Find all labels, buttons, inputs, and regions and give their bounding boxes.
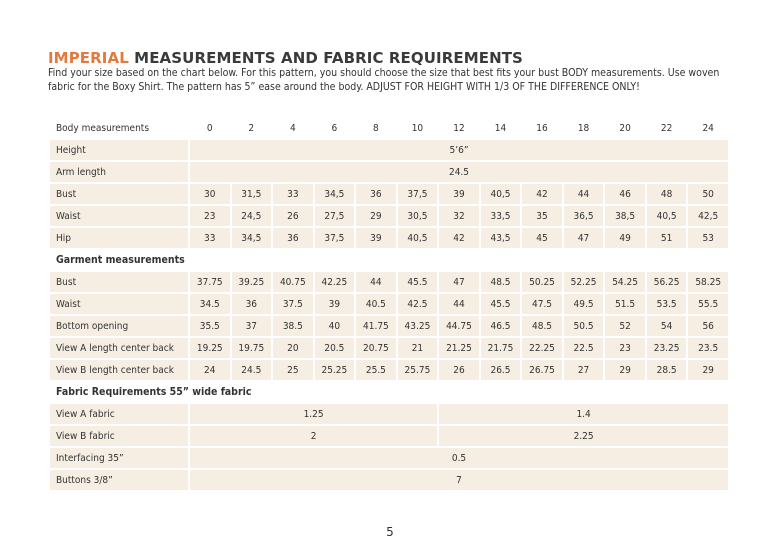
table-cell: 44.75 bbox=[439, 316, 479, 336]
row-label: View B fabric bbox=[50, 426, 188, 446]
table-cell: 24 bbox=[190, 360, 230, 380]
arm-length-value: 24.5 bbox=[190, 162, 728, 182]
fabric-large-sizes: 1.4 bbox=[439, 404, 728, 424]
garment-row bbox=[50, 338, 728, 358]
table-cell: 20 bbox=[273, 338, 313, 358]
table-cell: 24.5 bbox=[232, 360, 272, 380]
table-cell: 49.5 bbox=[564, 294, 604, 314]
row-label: Height bbox=[50, 140, 188, 160]
title-rest: MEASUREMENTS AND FABRIC REQUIREMENTS bbox=[128, 49, 523, 67]
table-cell: 29 bbox=[356, 206, 396, 226]
arm-length-row bbox=[50, 162, 728, 182]
row-label: View A length center back bbox=[50, 338, 188, 358]
table-cell: 20.75 bbox=[356, 338, 396, 358]
header-row bbox=[50, 118, 728, 138]
table-cell: 22.25 bbox=[522, 338, 562, 358]
table-cell: 27,5 bbox=[315, 206, 355, 226]
table-cell: 37,5 bbox=[315, 228, 355, 248]
table-cell: 48 bbox=[647, 184, 687, 204]
table-cell: 49 bbox=[605, 228, 645, 248]
table-cell: 23 bbox=[190, 206, 230, 226]
table-cell: 54 bbox=[647, 316, 687, 336]
table-cell: 45.5 bbox=[398, 272, 438, 292]
garment-row bbox=[50, 316, 728, 336]
section-title-garment: Garment measurements bbox=[56, 254, 185, 266]
table-cell: 44 bbox=[439, 294, 479, 314]
table-cell: 58.25 bbox=[688, 272, 728, 292]
table-cell: 42.25 bbox=[315, 272, 355, 292]
table-cell: 28.5 bbox=[647, 360, 687, 380]
table-cell: 36 bbox=[273, 228, 313, 248]
table-cell: 37.5 bbox=[273, 294, 313, 314]
buttons-row bbox=[50, 470, 728, 490]
table-cell: 34,5 bbox=[232, 228, 272, 248]
table-cell: 55.5 bbox=[688, 294, 728, 314]
title-accent: IMPERIAL bbox=[48, 49, 129, 67]
table-cell: 27 bbox=[564, 360, 604, 380]
table-cell: 38.5 bbox=[273, 316, 313, 336]
table-cell: 42 bbox=[522, 184, 562, 204]
table-cell: 33,5 bbox=[481, 206, 521, 226]
row-label: Arm length bbox=[50, 162, 188, 182]
table-cell: 25.25 bbox=[315, 360, 355, 380]
size-header: 24 bbox=[702, 122, 714, 134]
size-header: 22 bbox=[660, 122, 673, 134]
table-cell: 19.75 bbox=[232, 338, 272, 358]
height-value: 5’6” bbox=[190, 140, 728, 160]
size-header: 10 bbox=[411, 122, 424, 134]
garment-row bbox=[50, 272, 728, 292]
size-header: 6 bbox=[331, 122, 338, 134]
table-cell: 54.25 bbox=[605, 272, 645, 292]
table-cell: 42,5 bbox=[688, 206, 728, 226]
table-cell: 21.75 bbox=[481, 338, 521, 358]
table-cell: 35 bbox=[522, 206, 562, 226]
table-cell: 47 bbox=[439, 272, 479, 292]
table-cell: 39 bbox=[315, 294, 355, 314]
fabric-small-sizes: 2 bbox=[190, 426, 437, 446]
table-cell: 25.5 bbox=[356, 360, 396, 380]
interfacing-row bbox=[50, 448, 728, 468]
table-cell: 43.25 bbox=[398, 316, 438, 336]
table-cell: 33 bbox=[273, 184, 313, 204]
size-header: 20 bbox=[619, 122, 631, 134]
table-cell: 46.5 bbox=[481, 316, 521, 336]
table-cell: 36,5 bbox=[564, 206, 604, 226]
row-label: View B length center back bbox=[50, 360, 188, 380]
fabric-row bbox=[50, 404, 728, 424]
table-cell: 40.75 bbox=[273, 272, 313, 292]
garment-row bbox=[50, 294, 728, 314]
table-cell: 37.75 bbox=[190, 272, 230, 292]
table-cell: 41.75 bbox=[356, 316, 396, 336]
table-cell: 46 bbox=[605, 184, 645, 204]
table-cell: 51 bbox=[647, 228, 687, 248]
table-cell: 22.5 bbox=[564, 338, 604, 358]
body-row bbox=[50, 228, 728, 248]
table-cell: 34.5 bbox=[190, 294, 230, 314]
table-cell: 40.5 bbox=[356, 294, 396, 314]
body-row bbox=[50, 184, 728, 204]
fabric-row bbox=[50, 426, 728, 446]
table-cell: 39 bbox=[356, 228, 396, 248]
table-cell: 50.5 bbox=[564, 316, 604, 336]
table-cell: 33 bbox=[190, 228, 230, 248]
table-cell: 30 bbox=[190, 184, 230, 204]
row-label: Hip bbox=[50, 228, 188, 248]
table-cell: 40,5 bbox=[398, 228, 438, 248]
table-cell: 52 bbox=[605, 316, 645, 336]
row-label: Interfacing 35” bbox=[50, 448, 188, 468]
table-cell: 36 bbox=[356, 184, 396, 204]
row-label: Waist bbox=[50, 206, 188, 226]
table-cell: 29 bbox=[605, 360, 645, 380]
section-title-fabric: Fabric Requirements 55” wide fabric bbox=[56, 386, 252, 398]
table-cell: 23.5 bbox=[688, 338, 728, 358]
size-header: 4 bbox=[289, 122, 296, 134]
table-cell: 47.5 bbox=[522, 294, 562, 314]
table-cell: 53 bbox=[688, 228, 728, 248]
table-cell: 31,5 bbox=[232, 184, 272, 204]
buttons-value: 7 bbox=[190, 470, 728, 490]
table-cell: 40 bbox=[315, 316, 355, 336]
measurement-table bbox=[48, 116, 730, 492]
table-cell: 26 bbox=[273, 206, 313, 226]
size-header: 12 bbox=[453, 122, 465, 134]
table-cell: 21.25 bbox=[439, 338, 479, 358]
row-label: Bust bbox=[50, 184, 188, 204]
table-cell: 35.5 bbox=[190, 316, 230, 336]
table-cell: 20.5 bbox=[315, 338, 355, 358]
table-cell: 37 bbox=[232, 316, 272, 336]
table-cell: 43,5 bbox=[481, 228, 521, 248]
page-title bbox=[48, 49, 523, 67]
table-cell: 26 bbox=[439, 360, 479, 380]
table-cell: 23 bbox=[605, 338, 645, 358]
table-cell: 56.25 bbox=[647, 272, 687, 292]
size-header: 0 bbox=[206, 122, 213, 134]
table-cell: 25 bbox=[273, 360, 313, 380]
table-cell: 39 bbox=[439, 184, 479, 204]
table-cell: 42.5 bbox=[398, 294, 438, 314]
table-cell: 21 bbox=[398, 338, 438, 358]
height-row bbox=[50, 140, 728, 160]
page-number: 5 bbox=[386, 525, 394, 539]
table-cell: 26.5 bbox=[481, 360, 521, 380]
fabric-small-sizes: 1.25 bbox=[190, 404, 437, 424]
table-cell: 50 bbox=[688, 184, 728, 204]
row-label: Waist bbox=[50, 294, 188, 314]
body-row bbox=[50, 206, 728, 226]
table-cell: 40,5 bbox=[481, 184, 521, 204]
table-cell: 45 bbox=[522, 228, 562, 248]
table-cell: 24,5 bbox=[232, 206, 272, 226]
table-cell: 56 bbox=[688, 316, 728, 336]
size-header: 14 bbox=[494, 122, 507, 134]
table-cell: 30,5 bbox=[398, 206, 438, 226]
table-cell: 29 bbox=[688, 360, 728, 380]
table-cell: 42 bbox=[439, 228, 479, 248]
fabric-large-sizes: 2.25 bbox=[439, 426, 728, 446]
table-cell: 40,5 bbox=[647, 206, 687, 226]
size-header: 2 bbox=[248, 122, 255, 134]
table-cell: 34,5 bbox=[315, 184, 355, 204]
table-cell: 45.5 bbox=[481, 294, 521, 314]
table-cell: 48.5 bbox=[522, 316, 562, 336]
size-header: 8 bbox=[373, 122, 379, 134]
table-cell: 23.25 bbox=[647, 338, 687, 358]
table-cell: 52.25 bbox=[564, 272, 604, 292]
interfacing-value: 0.5 bbox=[190, 448, 728, 468]
table-cell: 37,5 bbox=[398, 184, 438, 204]
row-label: Buttons 3/8” bbox=[50, 470, 188, 490]
table-cell: 50.25 bbox=[522, 272, 562, 292]
table-cell: 44 bbox=[564, 184, 604, 204]
size-header: 16 bbox=[536, 122, 548, 134]
section-row bbox=[50, 382, 728, 402]
row-label: Bottom opening bbox=[50, 316, 188, 336]
table-cell: 38,5 bbox=[605, 206, 645, 226]
intro-text: Find your size based on the chart below. For this pattern, you should choose the size that best fits your bust BODY measurements. Use woven fabric for the Boxy Shirt. The pattern has 5” ease around the body. ADJUST FOR HEIGHT WITH 1/3 OF THE DIFFERENCE ONLY! bbox=[48, 67, 720, 93]
section-row bbox=[50, 250, 728, 270]
size-header: 18 bbox=[577, 122, 590, 134]
table-cell: 47 bbox=[564, 228, 604, 248]
table-cell: 32 bbox=[439, 206, 479, 226]
table-cell: 39.25 bbox=[232, 272, 272, 292]
table-cell: 19.25 bbox=[190, 338, 230, 358]
row-label: View A fabric bbox=[50, 404, 188, 424]
table-cell: 25.75 bbox=[398, 360, 438, 380]
row-label: Bust bbox=[50, 272, 188, 292]
header-label: Body measurements bbox=[56, 122, 150, 134]
table-cell: 53.5 bbox=[647, 294, 687, 314]
table-cell: 44 bbox=[356, 272, 396, 292]
table-cell: 36 bbox=[232, 294, 272, 314]
garment-row bbox=[50, 360, 728, 380]
table-cell: 51.5 bbox=[605, 294, 645, 314]
table-cell: 48.5 bbox=[481, 272, 521, 292]
table-cell: 26.75 bbox=[522, 360, 562, 380]
